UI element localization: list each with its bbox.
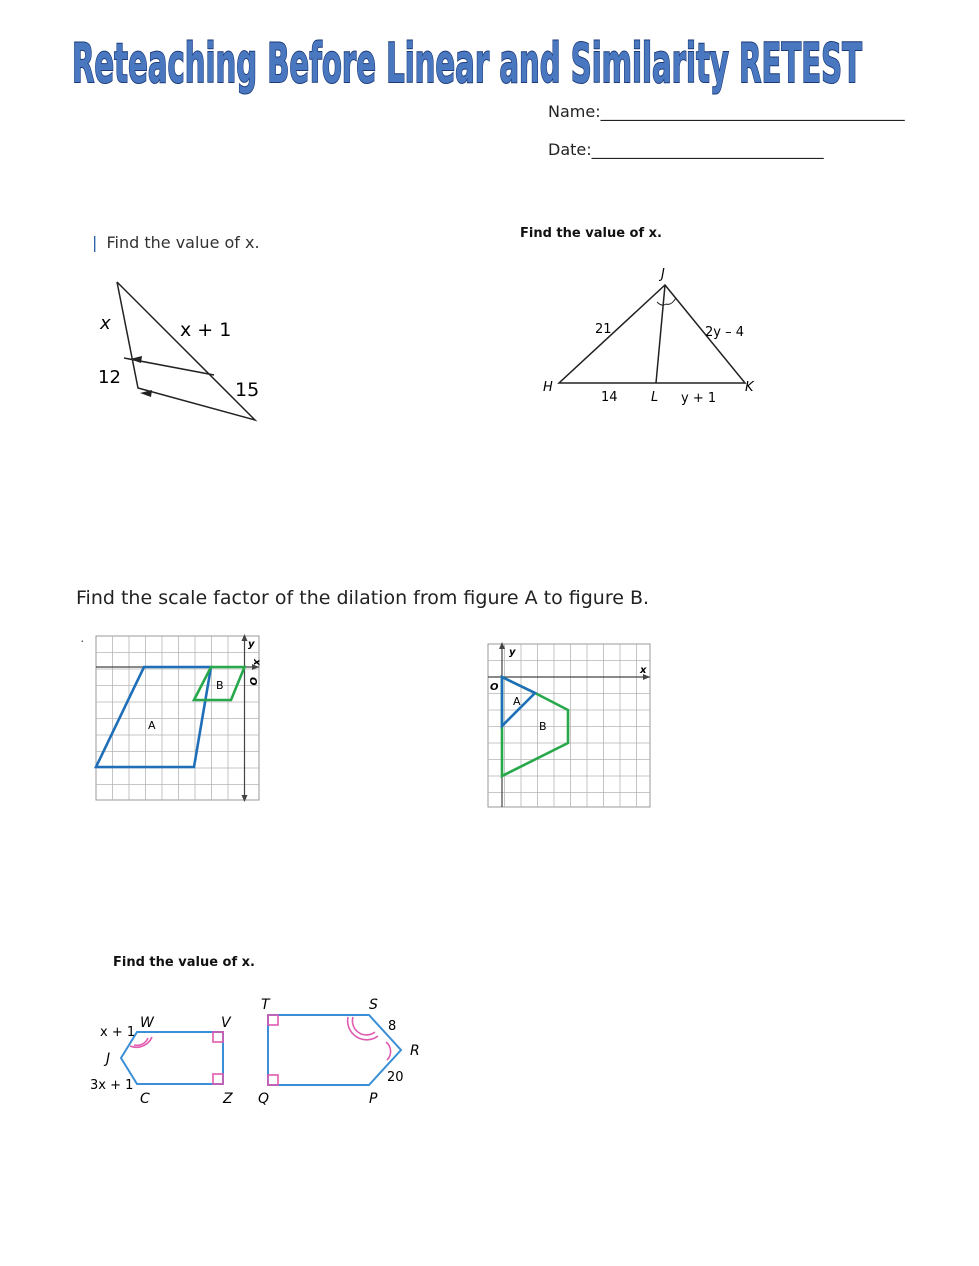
label-x-plus-1: x + 1 [100, 1025, 136, 1040]
label-L: L [651, 390, 659, 405]
label-P: P [369, 1091, 378, 1107]
label-J: J [106, 1051, 111, 1067]
graph2-label-A: A [513, 695, 521, 708]
right-angle-v [213, 1032, 223, 1042]
label-y-plus-1: y + 1 [681, 391, 717, 406]
graph2-label-origin: O [490, 682, 499, 693]
label-20: 20 [387, 1070, 404, 1085]
label-H: H [543, 380, 553, 395]
problem2-prompt: Find the value of x. [520, 226, 662, 241]
problem1-triangle-diagram [90, 270, 280, 430]
problem1-prompt-text: Find the value of x. [106, 233, 260, 252]
graph2-label-x: x [640, 665, 647, 676]
label-14: 14 [601, 390, 618, 405]
label-Z: Z [223, 1091, 233, 1107]
right-angle-q [268, 1075, 278, 1085]
label-S: S [369, 997, 378, 1013]
name-field[interactable]: Name:______________________________________ [548, 102, 905, 121]
problem3-prompt: Find the scale factor of the dilation from figure A to figure B. [76, 587, 650, 609]
angle-arc-right [666, 298, 676, 304]
label-x: x [100, 313, 111, 334]
problem4-prompt: Find the value of x. [113, 955, 255, 970]
label-21: 21 [595, 322, 612, 337]
problem1-prompt [88, 233, 260, 252]
pentagon-tsrpq [268, 1015, 401, 1085]
title-text: Reteaching Before Linear and Similarity RETEST [72, 32, 863, 95]
problem1-marker: ❘ [88, 233, 102, 252]
label-8: 8 [388, 1019, 397, 1034]
pentagon-wvzcj [121, 1032, 223, 1084]
label-Q: Q [258, 1091, 270, 1107]
graph2-label-y: y [509, 647, 516, 658]
label-W: W [140, 1015, 154, 1031]
graph1-label-A: A [148, 719, 156, 732]
dilation-graph-2 [484, 640, 654, 812]
problem2-triangle-diagram [535, 262, 765, 412]
dilation-graph-1 [86, 628, 266, 806]
label-12: 12 [98, 367, 121, 388]
graph1-label-y: y [248, 639, 255, 650]
label-x-plus-1: x + 1 [180, 319, 232, 341]
label-K: K [745, 380, 754, 395]
date-field[interactable]: Date:_____________________________ [548, 140, 824, 159]
angle-arc-s-inner [352, 1017, 375, 1035]
parallel-arrow-lower [140, 390, 152, 397]
label-2y-4: 2y – 4 [705, 325, 744, 340]
label-C: C [140, 1091, 150, 1107]
problem4-polygons-diagram [85, 990, 435, 1115]
angle-bisector-jl [656, 285, 665, 383]
graph2-label-B: B [539, 720, 547, 733]
right-angle-t [268, 1015, 278, 1025]
graph1-label-B: B [216, 679, 224, 692]
worksheet-title [70, 28, 870, 100]
stray-dot: · [80, 632, 85, 648]
graph1-label-x: x [251, 659, 262, 666]
label-R: R [410, 1043, 420, 1059]
label-3x-plus-1: 3x + 1 [90, 1078, 134, 1093]
label-T: T [261, 997, 270, 1013]
label-J: J [661, 267, 665, 282]
graph1-label-origin: O [247, 677, 258, 686]
label-V: V [221, 1015, 231, 1031]
angle-arc-r [386, 1042, 391, 1060]
right-angle-z [213, 1074, 223, 1084]
angle-arc-left [657, 302, 666, 305]
label-15: 15 [235, 379, 260, 401]
